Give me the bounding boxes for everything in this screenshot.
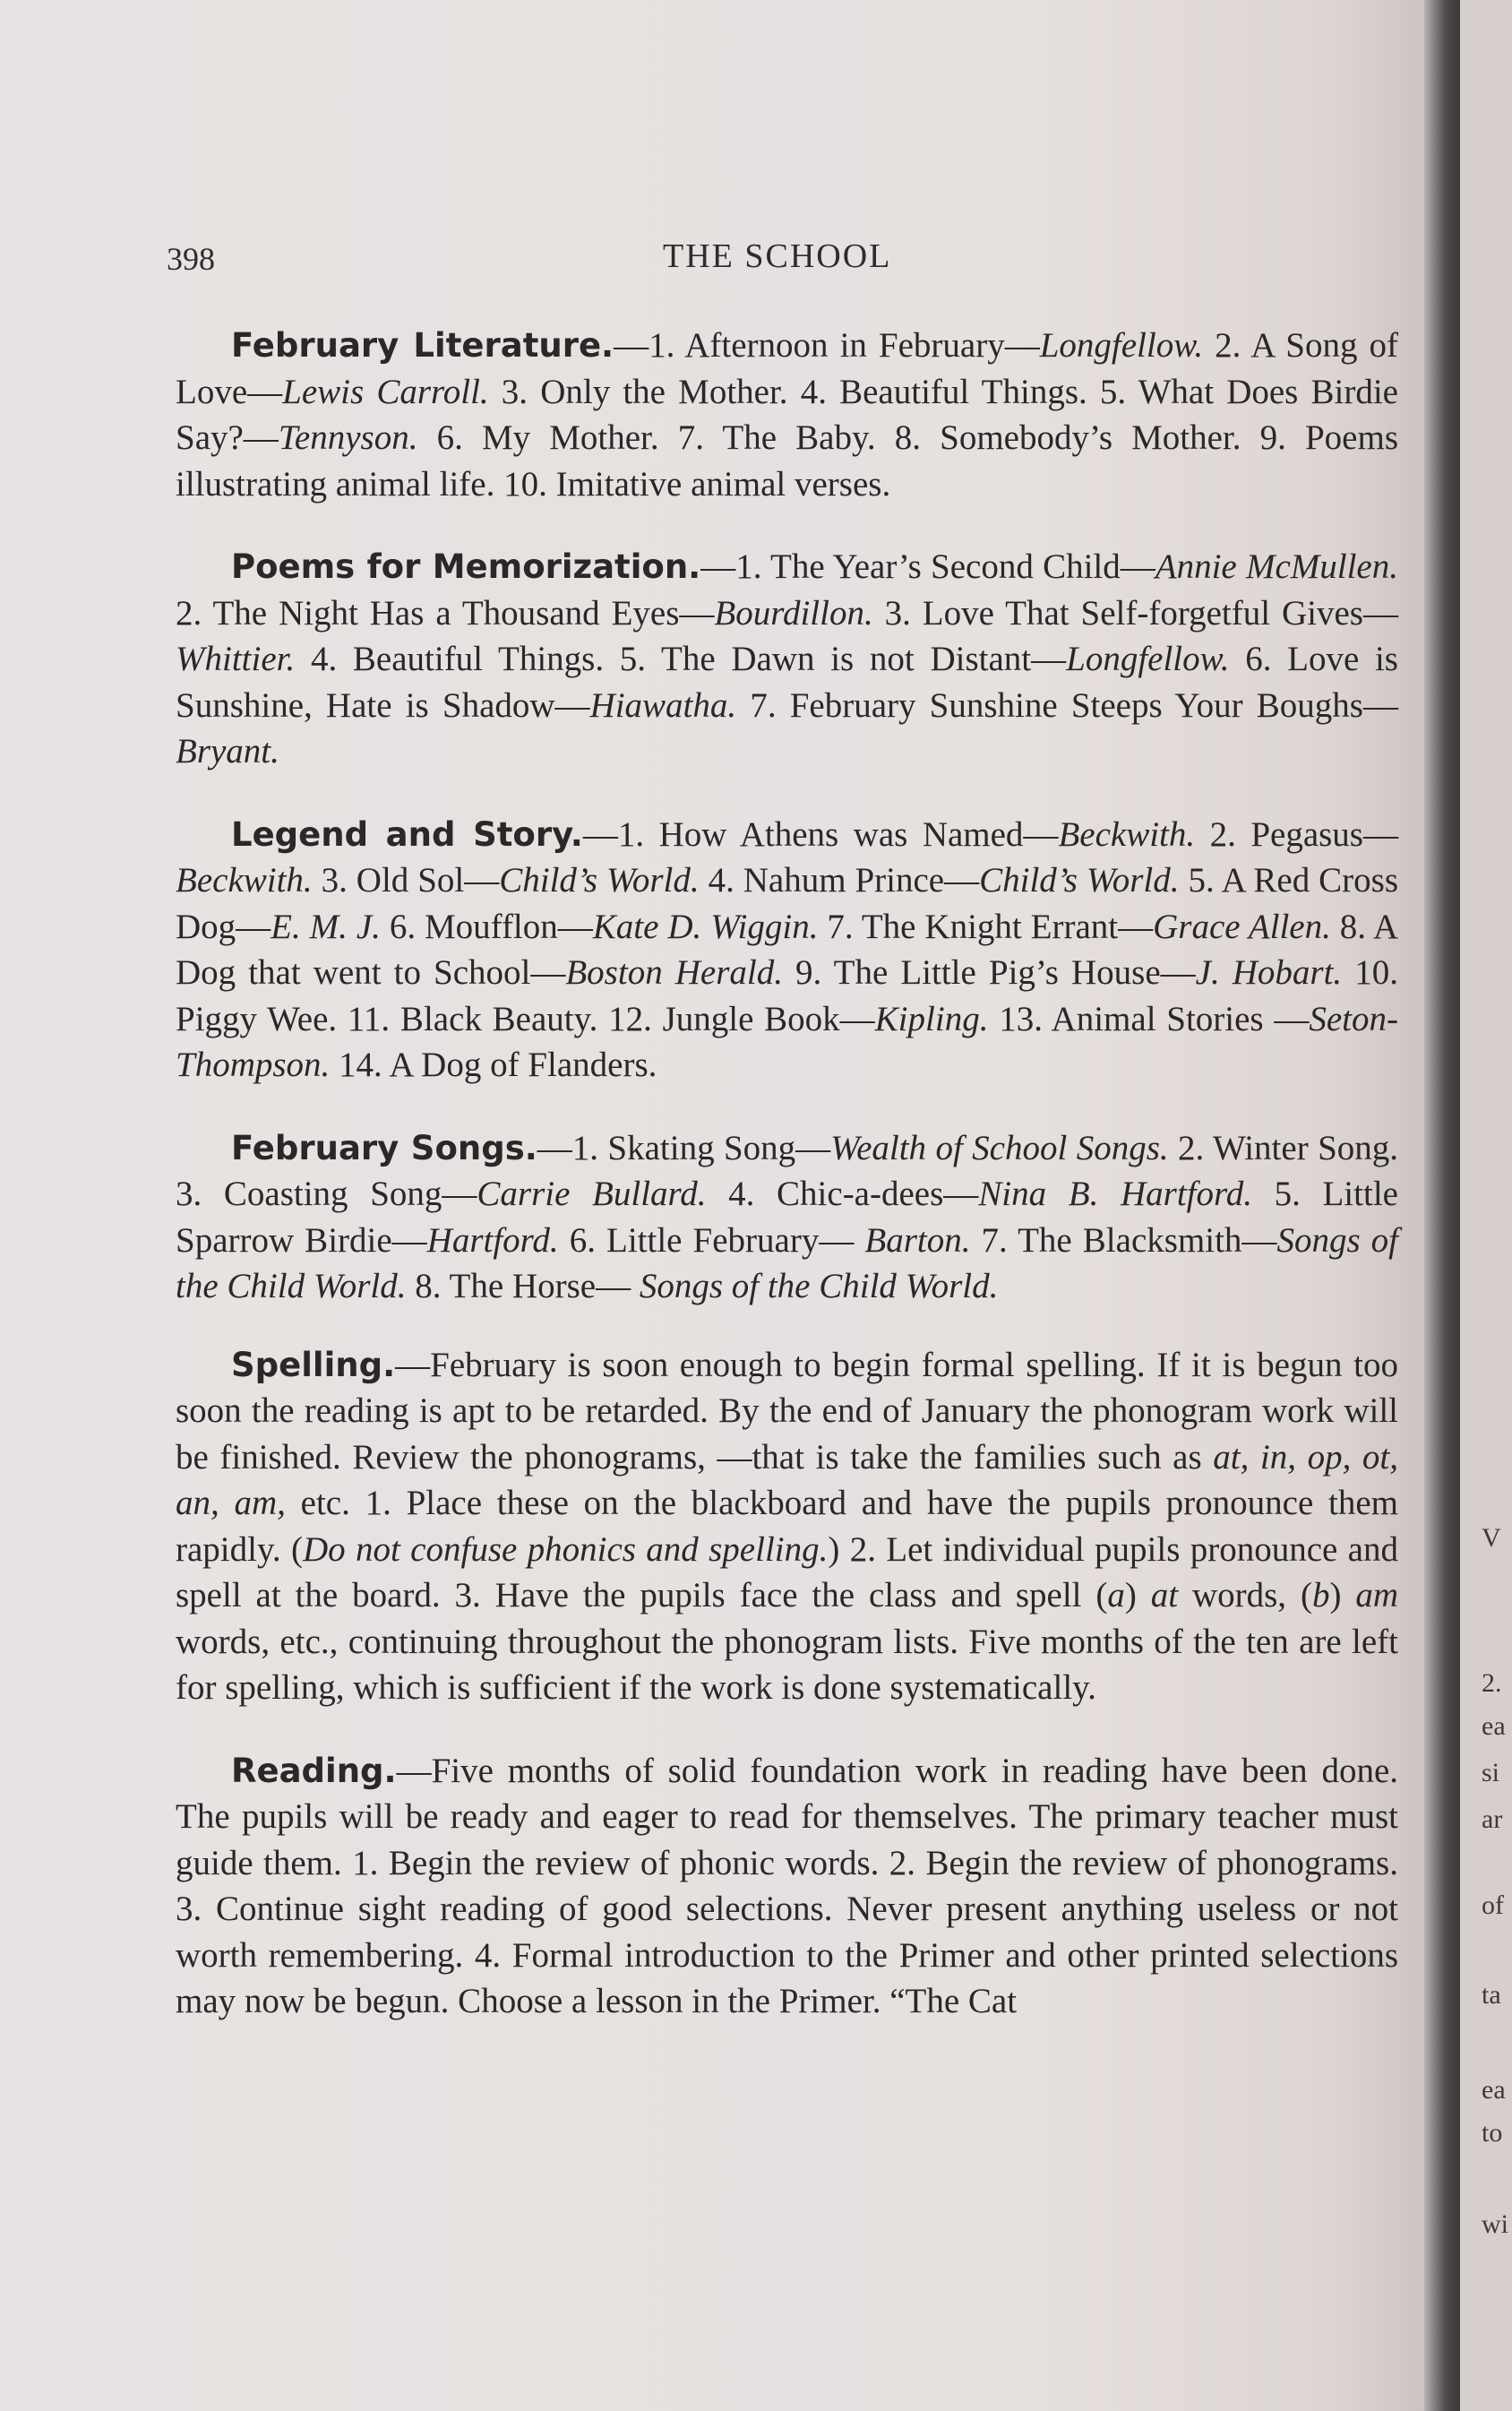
italic-text-run: Seton-Thompson. [176, 999, 1399, 1084]
italic-text-run: at [1150, 1576, 1179, 1615]
text-run: 7. The Blacksmith— [970, 1220, 1277, 1260]
italic-text-run: J. Hobart. [1195, 953, 1343, 992]
italic-text-run: Wealth of School Songs. [830, 1128, 1169, 1167]
italic-text-run: Boston Herald. [565, 953, 783, 992]
text-run: 7. February Sunshine Steeps Your Boughs— [736, 685, 1398, 725]
text-run: 2. Winter Song. 3. Coasting Song— [176, 1128, 1399, 1213]
section-heading: Reading. [231, 1751, 397, 1790]
text-run: 6. Moufflon— [380, 907, 593, 946]
text-run: 5. Little Sparrow Birdie— [176, 1175, 1398, 1260]
text-run: 6. Little February— [558, 1220, 865, 1260]
italic-text-run: Bryant. [176, 732, 279, 771]
italic-text-run: Songs of the Child World. [639, 1267, 999, 1305]
facing-page-fragment: 2. [1482, 1668, 1502, 1698]
section-legend-and-story [176, 812, 1398, 1089]
facing-page-fragment: to [1482, 2118, 1503, 2148]
facing-page-fragment: ea [1482, 1711, 1506, 1741]
italic-text-run: Beckwith. [1058, 814, 1196, 854]
italic-text-run: Annie McMullen. [1155, 547, 1398, 586]
italic-text-run: at, in, op, ot, an, am, [176, 1437, 1398, 1522]
italic-text-run: Child’s World. [979, 861, 1180, 900]
text-run: 6. Love is Sunshine, Hate is Shadow— [176, 640, 1398, 725]
text-run: ) [1124, 1576, 1151, 1615]
text-run: 4. Nahum Prince— [699, 861, 980, 900]
italic-text-run: E. M. J. [271, 907, 381, 946]
section-poems-for-memorization [176, 544, 1398, 775]
text-run: 14. A Dog of Flanders. [330, 1046, 657, 1084]
italic-text-run: am [1355, 1576, 1398, 1615]
italic-text-run: Songs of the Child World. [176, 1220, 1398, 1305]
text-run: 5. A Red Cross Dog— [176, 861, 1398, 946]
text-run: 6. My Mother. 7. The Baby. 8. Somebody’s Mother. 9. Poems illustrating animal life. 10. Imitative animal verses. [176, 418, 1398, 504]
page-header [167, 237, 1421, 283]
section-heading: Legend and Story. [231, 814, 583, 854]
section-february-literature [176, 323, 1398, 507]
section-text [176, 815, 1398, 1085]
text-run: 4. Chic-a-dees— [706, 1175, 979, 1213]
text-run: 13. Animal Stories — [988, 999, 1310, 1038]
section-february-songs [176, 1125, 1398, 1310]
text-run: 3. Only the Mother. 4. Beautiful Things. 5. What Does Birdie Say?— [176, 372, 1398, 457]
text-run: 3. Love That Self-forgetful Gives— [872, 593, 1398, 633]
italic-text-run: Longfellow. [1039, 326, 1204, 365]
section-reading [176, 1748, 1398, 2025]
italic-text-run: Tennyson. [278, 418, 418, 457]
text-run: ) 2. Let individual pupils pronounce and spell at the board. 3. Have the pupils face the class and spell ( [176, 1529, 1398, 1615]
text-run: —1. Skating Song— [537, 1128, 831, 1167]
facing-page-fragment: wi [1482, 2209, 1508, 2239]
italic-text-run: Kipling. [874, 999, 989, 1038]
italic-text-run: Grace Allen. [1153, 907, 1331, 946]
text-run: 9. The Little Pig’s House— [783, 953, 1196, 992]
italic-text-run: Hartford. [426, 1220, 559, 1260]
text-run: —February is soon enough to begin formal spelling. If it is begun too soon the reading is apt to be retarded. By the end of January the phonogram work will be finished. Review the phonograms, —that is take the families such as [176, 1345, 1398, 1477]
text-run: 10. Piggy Wee. 11. Black Beauty. 12. Jungle Book— [176, 953, 1398, 1038]
text-run: 4. Beautiful Things. 5. The Dawn is not Distant— [295, 640, 1067, 678]
section-text [176, 1752, 1398, 2021]
section-text [176, 1346, 1398, 1708]
section-heading: February Songs. [231, 1128, 537, 1167]
text-run: —Five months of solid foundation work in reading have been done. The pupils will be ready and eager to read for themselves. The primary teacher must guide them. 1. Begin the review of phonic words. 2. Begin the review of phonograms. 3. Continue sight reading of good selections. Never present anything useless or not worth remembering. 4. Formal introduction to the Primer and other printed selections may now be begun. Choose a lesson in the Primer. “The Cat [176, 1751, 1398, 2020]
facing-page-fragment: V [1482, 1523, 1501, 1553]
section-spelling [176, 1342, 1398, 1711]
text-run: 2. A Song of Love— [176, 326, 1398, 411]
text-run: 2. Pegasus— [1195, 814, 1398, 854]
italic-text-run: Beckwith. [176, 861, 313, 900]
text-run: etc. 1. Place these on the blackboard and have the pupils pronounce them rapidly. ( [176, 1484, 1398, 1569]
section-heading: Spelling. [231, 1345, 396, 1384]
text-run: —1. The Year’s Second Child— [700, 547, 1155, 586]
italic-text-run: Hiawatha. [589, 685, 737, 725]
facing-page-edge [1460, 0, 1512, 2411]
text-run: 7. The Knight Errant— [818, 907, 1154, 946]
text-run: words, etc., continuing throughout the phonogram lists. Five months of the ten are left for spelling, which is sufficient if the work is done systematically. [176, 1622, 1398, 1707]
italic-text-run: b [1311, 1576, 1330, 1615]
italic-text-run: Whittier. [176, 640, 296, 678]
facing-page-fragment: ea [1482, 2075, 1506, 2105]
text-run: —1. How Athens was Named— [582, 814, 1059, 854]
italic-text-run: Longfellow. [1066, 640, 1230, 678]
italic-text-run: a [1107, 1576, 1125, 1615]
facing-page-fragment: ar [1482, 1804, 1503, 1834]
book-gutter [1424, 0, 1460, 2411]
text-run: 3. Old Sol— [312, 861, 500, 900]
facing-page-fragment: si [1482, 1758, 1500, 1787]
section-heading: February Literature. [231, 326, 614, 365]
text-run: words, ( [1178, 1576, 1312, 1615]
italic-text-run: Bourdillon. [714, 593, 873, 633]
text-run: 2. The Night Has a Thousand Eyes— [176, 593, 715, 633]
italic-text-run: Do not confuse phonics and spelling. [303, 1529, 829, 1569]
italic-text-run: Barton. [864, 1220, 971, 1260]
facing-page-fragment: of [1482, 1890, 1504, 1920]
text-run: 8. A Dog that went to School— [176, 907, 1398, 992]
italic-text-run: Kate D. Wiggin. [592, 907, 819, 946]
page-body [176, 323, 1398, 2062]
italic-text-run: Carrie Bullard. [477, 1175, 707, 1213]
italic-text-run: Lewis Carroll. [282, 372, 489, 411]
running-title: THE SCHOOL [663, 237, 892, 275]
italic-text-run: Child’s World. [499, 861, 700, 900]
text-run: ) [1329, 1576, 1356, 1615]
page-number: 398 [167, 241, 215, 277]
italic-text-run: Nina B. Hartford. [978, 1175, 1252, 1213]
section-heading: Poems for Memorization. [231, 547, 701, 586]
text-run: 8. The Horse— [406, 1267, 640, 1305]
facing-page-fragment: ta [1482, 1980, 1501, 2010]
text-run: —1. Afternoon in February— [614, 326, 1040, 365]
